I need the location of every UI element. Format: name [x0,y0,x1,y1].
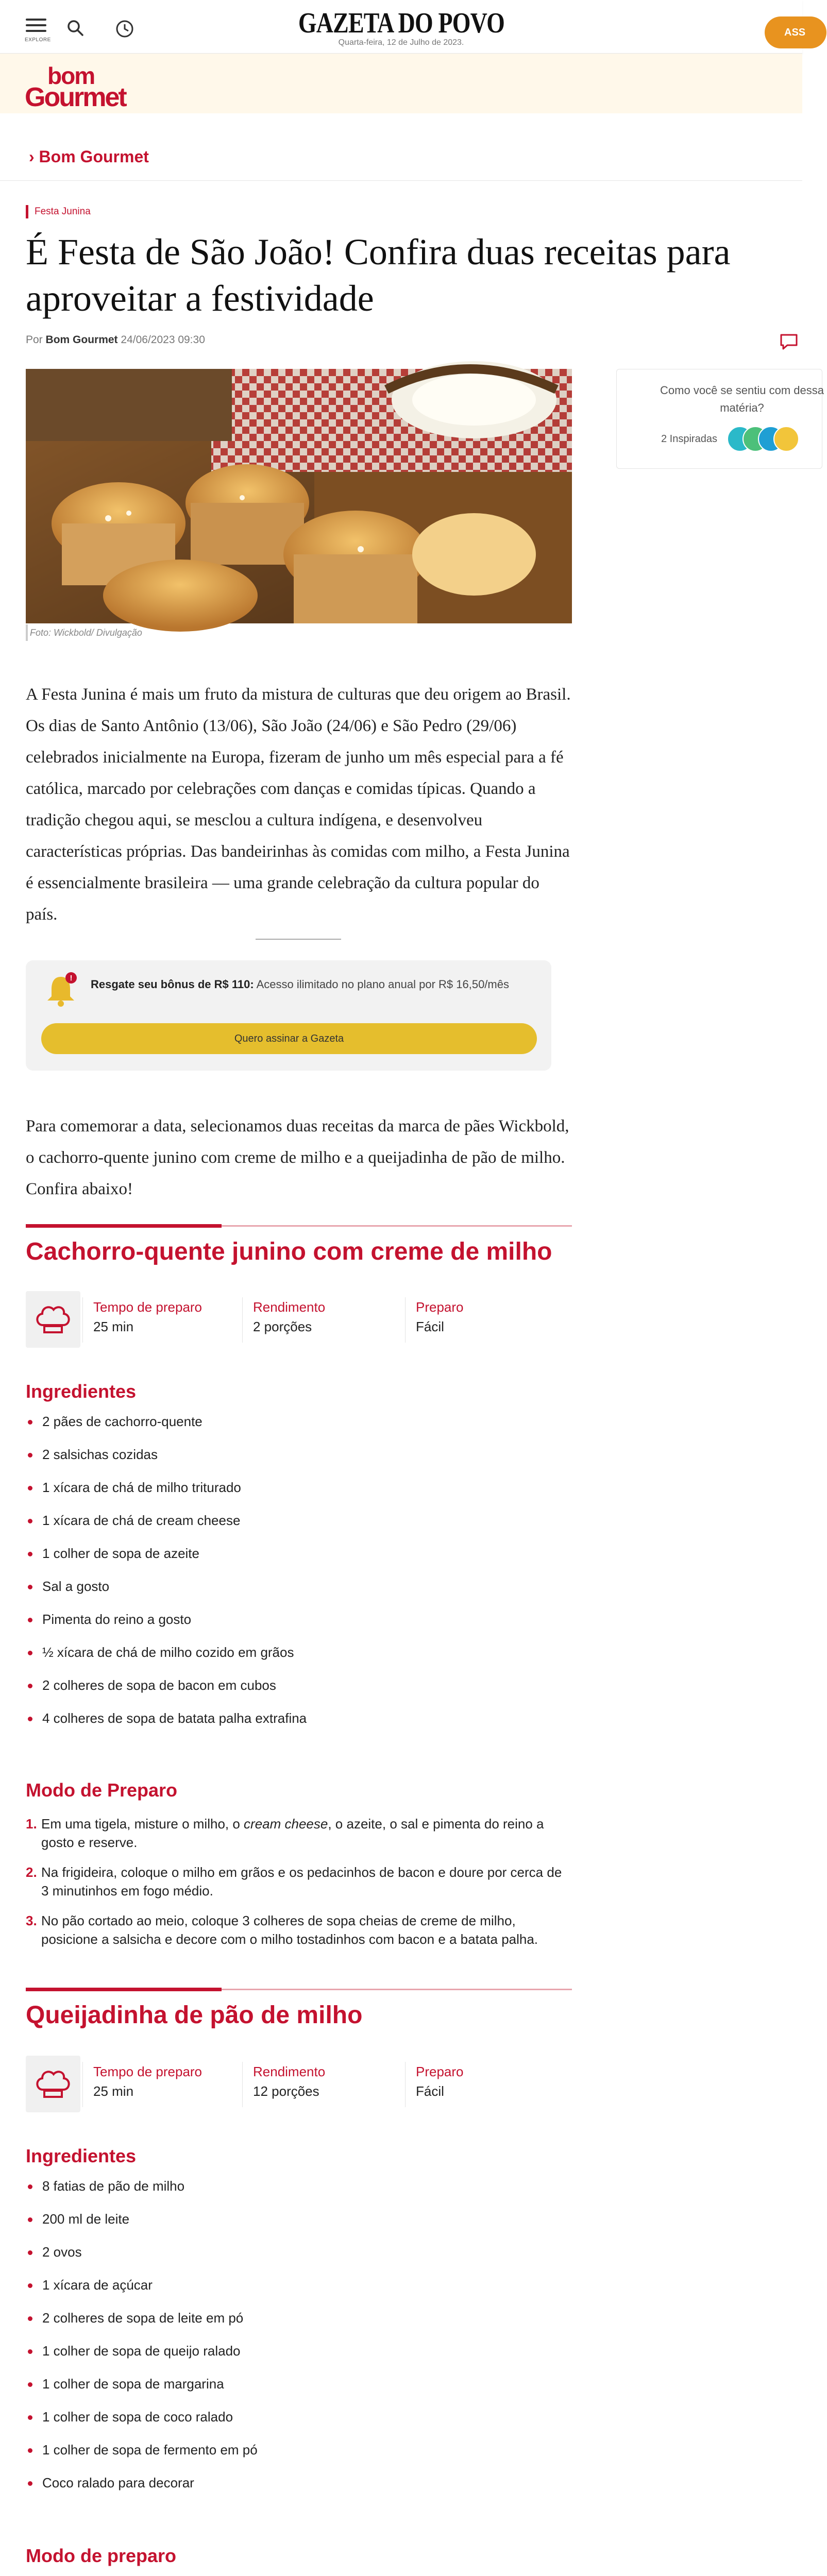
subscribe-button[interactable]: ASS [765,16,826,48]
yield-label: Rendimento [253,2064,326,2079]
site-logo[interactable]: GAZETA DO POVO [298,7,504,39]
list-item: Coco ralado para decorar [26,2475,194,2491]
yield [242,1297,407,1343]
comments-button[interactable] [779,332,800,355]
method-step: 2. Na frigideira, coloque o milho em grãos e os pedacinhos de bacon e doure por cerca de 3 minutinhos em fogo médio. [26,1865,562,1899]
bom-gourmet-logo[interactable] [25,62,126,112]
article-paragraph: Para comemorar a data, selecionamos duas receitas da marca de pães Wickbold, o cachorro-quente junino com creme de milho e a queijadinha de pão de milho. Confira abaixo! [26,1117,569,1198]
chef-hat-icon [26,1291,80,1348]
section-rule [26,1225,572,1227]
info-icon-box [26,1291,80,1348]
yield-value: 12 porções [253,2083,319,2099]
comment-icon [779,332,800,352]
caption-rule [26,624,28,641]
list-item: 1 colher de sopa de margarina [26,2376,224,2392]
chevron-right-icon: › [29,147,39,166]
difficulty [405,1297,570,1343]
promo-bold: Resgate seu bônus de R$ 110: [91,978,254,991]
divider [0,180,802,181]
step-text: No pão cortado ao meio, coloque 3 colheres de sopa cheias de creme de milho, posicione a salsicha e decore com o milho tostadinhos com bacon e a batata palha. [41,1913,538,1947]
recipe-title: Cachorro-quente junino com creme de milho [26,1238,552,1265]
prep-time-value: 25 min [93,1319,134,1334]
breadcrumb[interactable] [29,147,149,166]
recipe-title: Queijadinha de pão de milho [26,2002,363,2029]
article-title: É Festa de São João! Confira duas receitas para aproveitar a festividade [26,231,731,319]
yield-value: 2 porções [253,1319,312,1334]
reaction-question: Como você se sentiu com dessa matéria? [660,384,824,414]
reaction-widget [616,369,822,469]
list-item: 1 colher de sopa de queijo ralado [26,2343,241,2359]
article-tag[interactable]: Festa Junina [26,205,91,218]
chef-hat-icon [26,2056,80,2112]
prep-time-value: 25 min [93,2083,134,2099]
difficulty-value: Fácil [416,1319,444,1334]
list-item: 1 colher de sopa de fermento em pó [26,2442,258,2458]
prep-time-label: Tempo de preparo [93,2064,202,2079]
hero-image [26,369,572,623]
difficulty-label: Preparo [416,1299,464,1315]
reaction-count: 2 Inspiradas [661,433,717,445]
promo-box [26,960,551,1071]
method-step: 3. No pão cortado ao meio, coloque 3 colheres de sopa cheias de creme de milho, posicione a salsicha e decore com o milho tostadinhos com bacon e a batata palha. [26,1913,538,1947]
info-icon-box [26,2056,80,2112]
list-item: 1 colher de sopa de azeite [26,1546,199,1562]
yield [242,2062,407,2107]
promo-text [91,975,544,994]
photo-credit: Foto: Wickbold/ Divulgação [30,628,142,638]
list-item: 2 colheres de sopa de bacon em cubos [26,1677,276,1693]
emoji-icon[interactable] [773,426,799,452]
list-item: Sal a gosto [26,1579,109,1595]
list-item: Pimenta do reino a gosto [26,1612,191,1628]
byline [26,334,205,346]
list-item: 1 colher de sopa de coco ralado [26,2409,233,2425]
prep-time-label: Tempo de preparo [93,1299,202,1315]
yield-label: Rendimento [253,1299,326,1315]
bell-icon [40,970,81,1011]
method-title: Modo de Preparo [26,1780,178,1801]
recipe-info [26,1291,572,1348]
logo-line-2: Gourmet [25,82,126,112]
section-rule [26,1989,572,1990]
menu-label: EXPLORE [25,37,51,43]
section-banner [0,54,802,113]
logo-line-1: bom [47,62,95,89]
list-item: 8 fatias de pão de milho [26,2178,184,2194]
method-title: Modo de preparo [26,2545,177,2566]
difficulty-value: Fácil [416,2083,444,2099]
promo-detail: Acesso ilimitado no plano anual por R$ 16,50/mês [254,978,509,991]
step-text: Na frigideira, coloque o milho em grãos e os pedacinhos de bacon e doure por cerca de 3 minutinhos em fogo médio. [41,1865,562,1899]
svg-text:!: ! [70,974,73,982]
breadcrumb-label: Bom Gourmet [39,147,149,166]
difficulty-label: Preparo [416,2064,464,2079]
top-header [0,0,806,54]
list-item: 2 colheres de sopa de leite em pó [26,2310,243,2326]
list-item: 1 xícara de chá de milho triturado [26,1480,241,1496]
method-step: 1. Em uma tigela, misture o milho, o cream cheese, o azeite, o sal e pimenta do reino a gosto e reserve. [26,1816,544,1850]
list-item: 2 salsichas cozidas [26,1447,158,1463]
recipe-info [26,2056,572,2112]
step-text: Em uma tigela, misture o milho, o [41,1816,244,1832]
list-item: 2 pães de cachorro-quente [26,1414,202,1430]
article-paragraph: A Festa Junina é mais um fruto da mistura de culturas que deu origem ao Brasil. Os dias de Santo Antônio (13/06), São João (24/06) e São Pedro (29/06) celebrados inicialmente na Europa, fizeram de junho um mês especial para a fé católica, marcado por celebrações com danças e comidas típicas. Quando a tradição chegou aqui, se mesclou a cultura indígena, e desenvolveu características próprias. Das bandeirinhas às comidas com milho, a Festa Junina é essencialmente brasileira — uma grande celebração da cultura popular do país. [26,685,571,924]
step-text: , o azeite, o sal e pimenta do reino a gosto e reserve. [41,1816,544,1850]
current-date: Quarta-feira, 12 de Julho de 2023. [338,38,464,47]
list-item: 4 colheres de sopa de batata palha extrafina [26,1710,307,1726]
ingredients-title: Ingredientes [26,2145,137,2166]
difficulty [405,2062,570,2107]
ingredients-title: Ingredientes [26,1381,137,1402]
list-item: 1 xícara de chá de cream cheese [26,1513,240,1529]
author-name[interactable]: Bom Gourmet [45,334,118,346]
list-item: 2 ovos [26,2244,82,2260]
step-text-italic: cream cheese [244,1816,328,1832]
list-item: 200 ml de leite [26,2211,129,2227]
brand-block [0,7,802,47]
publish-date: 24/06/2023 09:30 [121,334,205,346]
list-item: 1 xícara de açúcar [26,2277,153,2293]
by-prefix: Por [26,334,43,346]
subscribe-promo-button[interactable]: Quero assinar a Gazeta [41,1023,537,1054]
separator [256,939,341,940]
list-item: ½ xícara de chá de milho cozido em grãos [26,1645,294,1660]
